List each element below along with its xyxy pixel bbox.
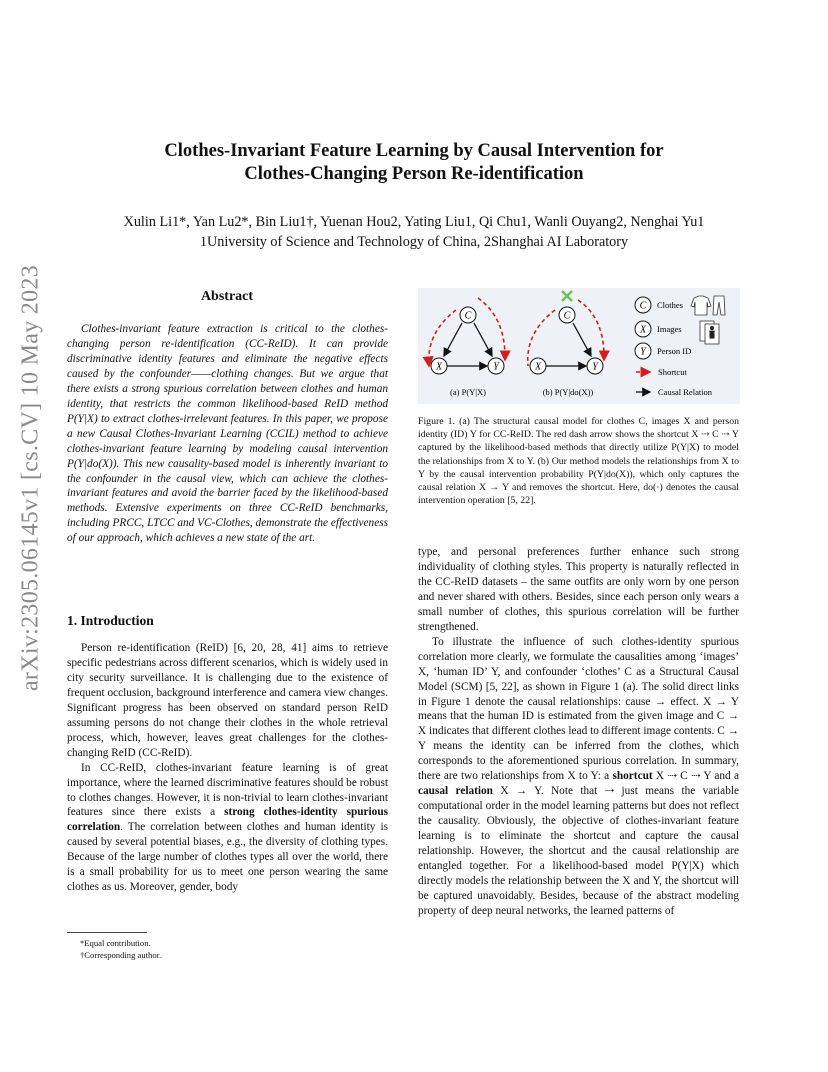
node-x-a: X — [435, 361, 443, 373]
author-block — [60, 212, 768, 252]
node-y-a: Y — [493, 361, 499, 373]
right-p2-text-b: X ⇢ C ⇢ Y and a — [652, 770, 739, 783]
shortcut-arrow-left — [429, 310, 456, 366]
left-column-body — [67, 641, 388, 895]
right-p2-text-c: X → Y. Note that ⇢ just means the variable computational order in the model learning patterns but does not reflect the causality. Obviously, the objective of clothes-invariant feature learning is to eliminate the shortcut and capture the causal relationship. However, the shortcut and the causal relationship are entangled together. For a likelihood-based model P(Y|X) which directly models the relationship between the X and Y, the shortcut will be captured unavoidably. Besides, because of the abstract modeling property of deep neural networks, the learned patterns of — [418, 785, 739, 917]
node-c-b: C — [563, 310, 571, 322]
legend-shortcut: Shortcut — [658, 367, 687, 377]
shortcut-arrow-left-b — [528, 310, 555, 366]
footnote-rule — [67, 932, 147, 933]
node-c-a: C — [464, 310, 472, 322]
title-line-1: Clothes-Invariant Feature Learning by Causal Intervention for — [164, 141, 664, 161]
intro-p2-text-b: . The correlation between clothes and human identity is caused by several potential biases, e.g., the diversity of clothing types. Because of the large number of clothes types all over the world, there is a small probability for us to meet one person wearing the same clothes as us. Moreover, gender, body — [67, 821, 388, 894]
footnotes — [80, 937, 161, 961]
shortcut-arrow-right-b — [578, 300, 604, 360]
intro-paragraph-1: Person re-identification (ReID) [6, 20, 28, 41] aims to retrieve specific pedestrians across different scenarios, which is widely used in city security surveillance. It is challenging due to the existence of frequent occlusion, background interference and camera view changes. Significant progress has been observed on standard person ReID assuming persons do not change their clothes in the whole retrieval process, which, however, leaves great challenges for the clothes-changing ReID (CC-ReID). — [67, 642, 388, 759]
legend-images: Images — [657, 324, 682, 334]
right-p2-bold-shortcut: shortcut — [612, 770, 653, 783]
subfigure-label-a: (a) P(Y|X) — [450, 387, 486, 397]
clothes-icon — [691, 296, 725, 315]
author-list: Xulin Li1*, Yan Lu2*, Bin Liu1†, Yuenan Hou2, Yating Liu1, Qi Chu1, Wanli Ouyang2, Nenghai Yu1 — [123, 214, 705, 230]
footnote-equal-contribution: *Equal contribution. — [80, 938, 151, 948]
legend-causal-relation: Causal Relation — [658, 387, 713, 397]
title-line-2: Clothes-Changing Person Re-identification — [244, 164, 584, 184]
abstract-heading: Abstract — [200, 289, 254, 304]
intro-p2-text-a: In CC-ReID, clothes-invariant feature learning is of great importance, where the learned discriminative features should be robust to clothes changes. However, it is non-trivial to learn clothes-invariant features since there exists a — [67, 761, 388, 819]
causal-diagram — [418, 288, 740, 404]
arxiv-sidebar — [16, 264, 46, 692]
section-heading-introduction: 1. Introduction — [67, 613, 154, 628]
right-paragraph-1: type, and personal preferences further enhance such strong individuality of clothing styles. This property is naturally reflected in the CC-ReID datasets – the same outfits are only worn by one person and never shared with others. Besides, since each person only wears a small number of clothes, this spurious correlation will be further strengthened. — [418, 546, 739, 633]
legend-node-c: C — [639, 300, 647, 312]
footnote-corresponding-author: †Corresponding author. — [80, 950, 162, 960]
legend-clothes: Clothes — [657, 300, 683, 310]
node-y-b: Y — [592, 361, 598, 373]
diagram-a — [429, 298, 505, 397]
abstract-body — [67, 322, 388, 546]
legend-node-x: X — [639, 324, 647, 336]
affiliations: 1University of Science and Technology of China, 2Shanghai AI Laboratory — [199, 234, 629, 250]
figure-1 — [418, 288, 740, 404]
right-p2-bold-causal: causal relation — [418, 785, 493, 798]
abstract-text: Clothes-invariant feature extraction is critical to the clothes-changing person re-identification (CC-ReID). It can provide discriminative identity features and eliminate the negative effects caused by the confounder——clothing changes. But we argue that there exists a strong spurious correlation between clothes and human identity, that restricts the common likelihood-based ReID method P(Y|X) to extract clothes-irrelevant features. In this paper, we propose a new Causal Clothes-Invariant Learning (CCIL) method to achieve clothes-invariant feature learning by modeling causal intervention P(Y|do(X)). This new causality-based model is inherently invariant to the confounder in the causal view, which can achieve the clothes-invariant features and avoid the barrier faced by the likelihood-based methods. Extensive experiments on three CC-ReID benchmarks, including PRCC, LTCC and VC-Clothes, demonstrate the effectiveness of our approach, which achieves a new state of the art. — [67, 323, 388, 545]
paper-title — [80, 140, 748, 186]
images-icon — [700, 321, 719, 344]
shortcut-arrow-right — [478, 298, 505, 360]
intro-paragraph-2 — [67, 761, 388, 896]
figure-1-caption: Figure 1. (a) The structural causal model for clothes C, images X and person identity (ID) Y for CC-ReID. The red dash arrow shows the shortcut X ⇢ C ⇢ Y captured by the likelihood-based methods that directly utilize P(Y|X) to model the relationships from X to Y. (b) Our method models the relationships from X to Y by the causal intervention probability P(Y|do(X)), which only captures the causal relation X → Y and removes the shortcut. Here, do(·) denotes the causal intervention operation [5, 22]. — [418, 416, 739, 507]
figure-legend — [635, 296, 725, 397]
diagram-b — [528, 291, 604, 397]
right-paragraph-2 — [418, 635, 739, 919]
right-p2-text-a: To illustrate the influence of such clothes-identity spurious correlation more clearly, we formulate the causalities among ‘images’ X, ‘human ID’ Y, and confounder ‘clothes’ C as a Structural Causal Model (SCM) [5, 22], as shown in Figure 1 (a). The solid direct links in Figure 1 denote the causal relationships: cause → effect. X → Y means that the human ID is estimated from the given image and C → X indicates that different clothes lead to different image contents. C → Y means the identity can be inferred from the clothes, which corresponds to the aforementioned spurious correlation. In summary, there are two relationships from X to Y: a — [418, 635, 739, 783]
node-x-b: X — [534, 361, 542, 373]
subfigure-label-b: (b) P(Y|do(X)) — [542, 387, 594, 397]
right-column-body — [418, 545, 739, 919]
intro-p2-bold: strong clothes-identity spurious correlation — [67, 806, 389, 834]
legend-node-y: Y — [640, 346, 646, 358]
legend-person-id: Person ID — [657, 346, 692, 356]
arxiv-identifier: arXiv:2305.06145v1 [cs.CV] 10 May 2023 — [17, 264, 44, 692]
